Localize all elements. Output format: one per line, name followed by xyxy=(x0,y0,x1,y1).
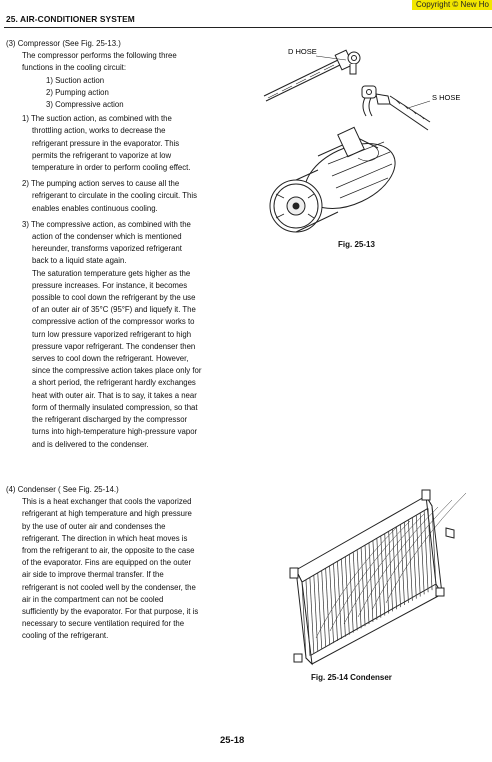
text-line: enables enables continuous cooling. xyxy=(32,203,158,213)
text-line: of an outer air of 35°C (95°F) and liquefy it. The xyxy=(32,305,196,315)
copyright-banner: Copyright © New Ho xyxy=(412,0,492,10)
header-divider xyxy=(4,27,492,28)
text-line: refrigerant. The direction in which heat moves is xyxy=(22,533,188,543)
condenser-body xyxy=(6,496,228,642)
text-line: The compressor performs the following three xyxy=(22,51,177,61)
text-line: 2) The pumping action serves to cause all the xyxy=(22,179,180,189)
text-line: by the use of outer air and condenses the xyxy=(22,521,166,531)
text-line: sufficiently by the evaporator. For that purpose, it is xyxy=(22,607,199,617)
text-line: temperature in order to perform cooling effect. xyxy=(32,163,191,173)
text-line: a short period, the refrigerant hardly exchanges xyxy=(32,378,196,388)
compressor-illustration xyxy=(258,38,488,238)
text-line: of the evaporator. Fins are equipped on the outer xyxy=(22,558,192,568)
page-title: 25. AIR-CONDITIONER SYSTEM xyxy=(6,14,135,24)
text-line: 1) The suction action, as combined with the xyxy=(22,114,172,124)
text-line: heat with outer air. That is to say, it takes a near xyxy=(32,390,197,400)
text-line: refrigerant pressure in the evaporator. This xyxy=(32,138,180,148)
text-line: refrigerant at high temperature and high pressure xyxy=(22,509,192,519)
text-line: refrigerant to circulate in the cooling circuit. This xyxy=(32,191,197,201)
text-line: turns into high-temperature high-pressure vapor xyxy=(32,427,198,437)
condenser-heading: (4) Condenser ( See Fig. 25-14.) xyxy=(6,485,119,494)
list-item: 2) Pumping action xyxy=(46,87,109,97)
text-line: throttling action, works to decrease the xyxy=(32,126,166,136)
compressor-intro xyxy=(6,50,228,74)
condenser-illustration xyxy=(286,488,456,664)
suction-action-paragraph xyxy=(6,113,228,174)
pumping-action-paragraph xyxy=(6,178,228,215)
text-line: turn low pressure vaporized refrigerant to high xyxy=(32,329,192,339)
text-line: back to a liquid state again. xyxy=(32,256,127,266)
text-line: 3) The compressive action, as combined with the xyxy=(22,219,191,229)
compressor-function-list xyxy=(6,75,228,112)
text-line: cooling of the refrigerant. xyxy=(22,631,109,641)
text-line: the refrigerant discharged by the compressor xyxy=(32,415,188,425)
text-line: The saturation temperature gets higher as the xyxy=(32,268,191,278)
text-line: form of thermally insulated compression, so that xyxy=(32,402,198,412)
text-line: air in the compartment can not be cooled xyxy=(22,594,164,604)
text-line: serves to cool down the refrigerant. However, xyxy=(32,354,189,364)
list-item: 1) Suction action xyxy=(46,75,105,85)
text-line: refrigerant is not cooled well by the condenser, the xyxy=(22,582,196,592)
text-line: permits the refrigerant to vaporize at low xyxy=(32,150,172,160)
compressor-heading: (3) Compressor (See Fig. 25-13.) xyxy=(6,39,121,48)
d-hose-label: D HOSE xyxy=(288,47,317,56)
text-line: possible to cool down the refrigerant by the use xyxy=(32,293,196,303)
text-line: hereunder, transforms vaporized refrigerant xyxy=(32,244,182,254)
text-line: functions in the cooling circuit: xyxy=(22,63,127,73)
figure-25-14-caption: Fig. 25-14 Condenser xyxy=(311,673,392,682)
list-item: 3) Compressive action xyxy=(46,100,124,110)
text-line: This is a heat exchanger that cools the vaporized xyxy=(22,497,192,507)
compressive-action-paragraph xyxy=(6,219,228,451)
s-hose-label: S HOSE xyxy=(432,93,461,102)
text-line: pressure vapor refrigerant. The condenser then xyxy=(32,341,196,351)
text-line: action of the condenser which is mentioned xyxy=(32,232,182,242)
text-line: compressive action of the compressor works to xyxy=(32,317,195,327)
text-line: necessary to secure ventilation required for the xyxy=(22,619,185,629)
condenser-section xyxy=(6,484,228,643)
text-line: since the compressive action takes place only for xyxy=(32,366,202,376)
figure-25-13-caption: Fig. 25-13 xyxy=(338,240,375,249)
compressor-section xyxy=(6,38,228,451)
text-line: from the refrigerant to air, the opposite to the case xyxy=(22,546,195,556)
text-line: pressure increases. For instance, it becomes xyxy=(32,280,188,290)
page-number: 25-18 xyxy=(220,735,245,746)
text-line: air side to improve thermal transfer. If the xyxy=(22,570,164,580)
text-line: and is delivered to the condenser. xyxy=(32,439,149,449)
